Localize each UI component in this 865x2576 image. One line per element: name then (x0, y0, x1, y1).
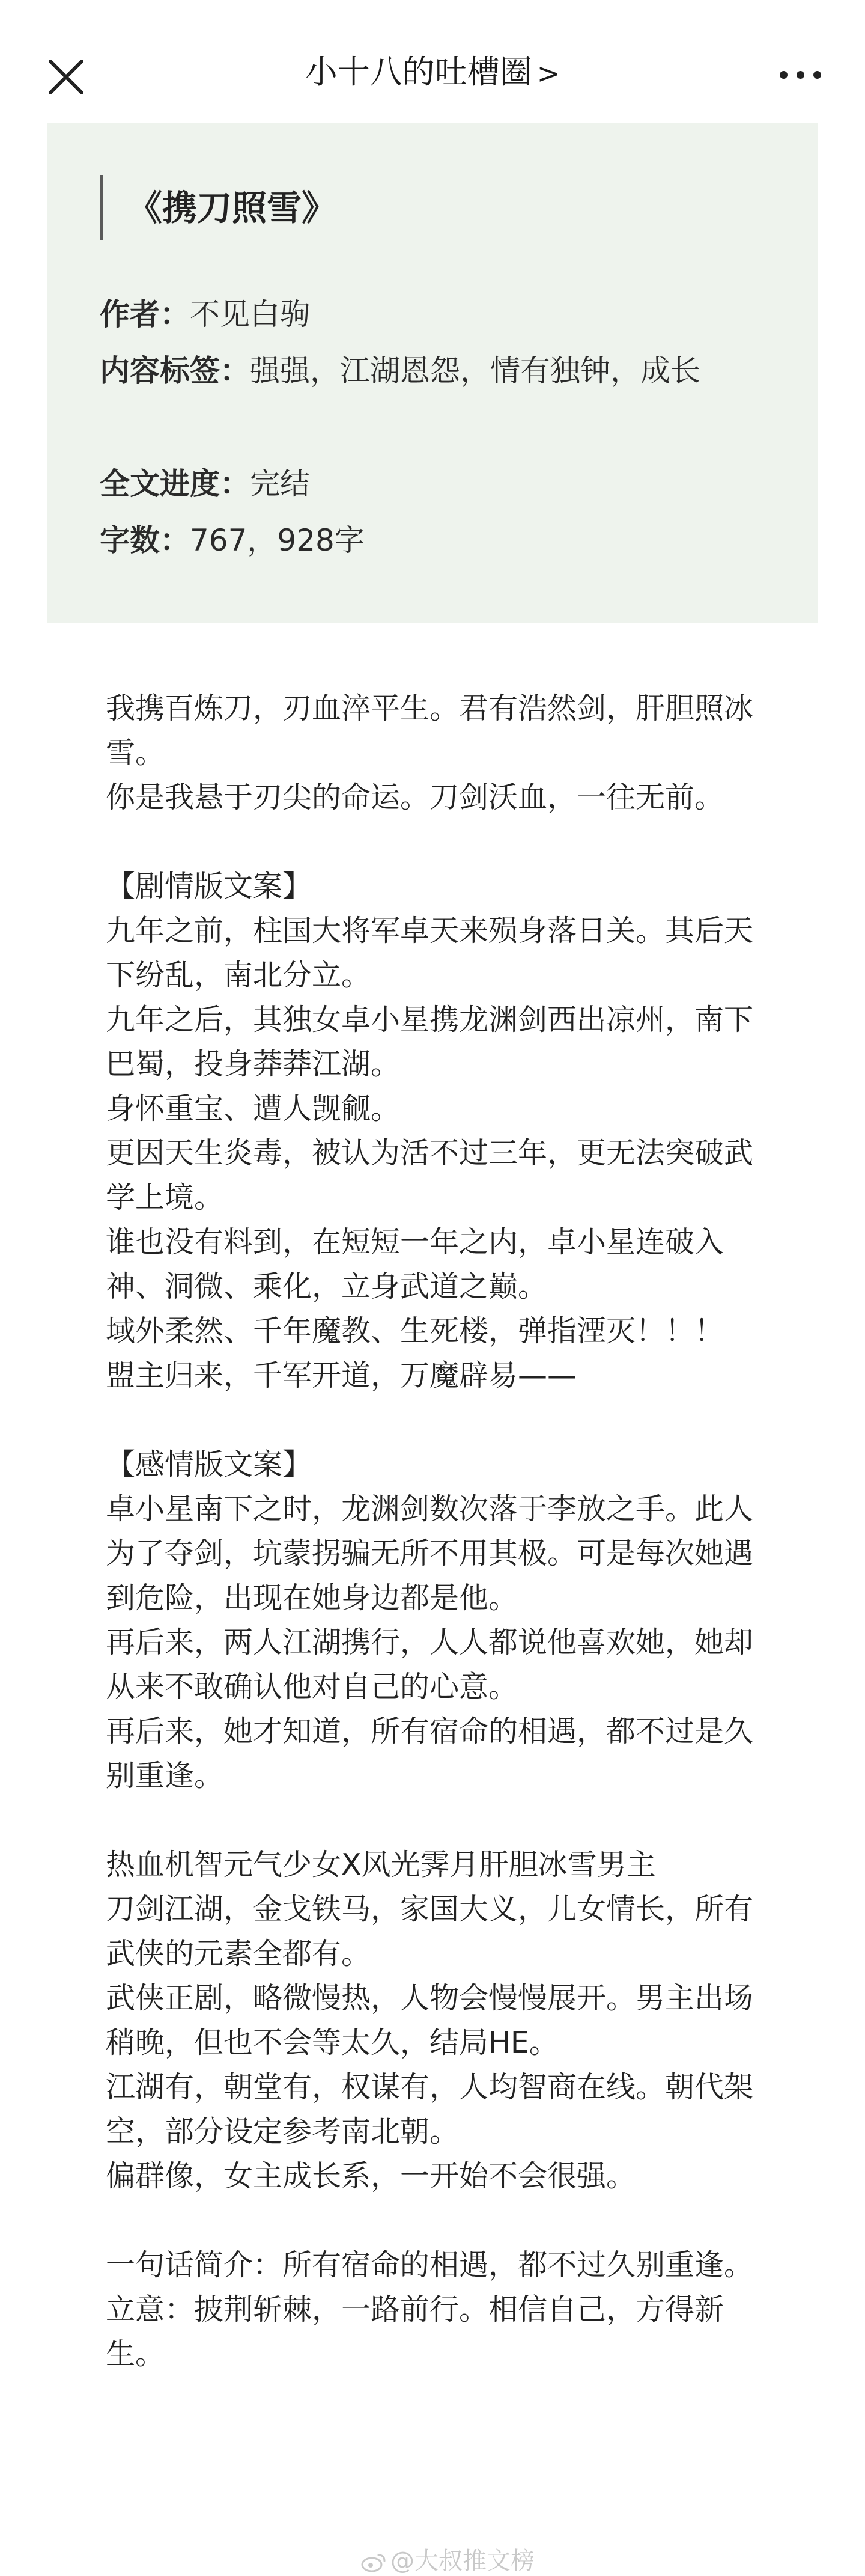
plot-paragraph: 谁也没有料到，在短短一年之内，卓小星连破入神、洞微、乘化，立身武道之巅。 (106, 1225, 724, 1304)
plot-section-header: 【剧情版文案】 (106, 869, 312, 903)
romance-paragraph: 再后来，她才知道，所有宿命的相遇，都不过是久别重逢。 (106, 1714, 754, 1793)
note-paragraph: 偏群像，女主成长系，一开始不会很强。 (106, 2159, 636, 2193)
close-button[interactable] (42, 53, 90, 101)
synopsis-body (106, 686, 772, 2376)
one-line-summary: 一句话简介：所有宿命的相遇，都不过久别重逢。 (106, 2248, 754, 2282)
author-label: 作者： (100, 297, 190, 332)
progress-value: 完结 (250, 466, 310, 501)
progress-label: 全文进度： (100, 466, 250, 501)
more-dot (797, 71, 804, 79)
intro-paragraph: 你是我悬于刃尖的命运。刀剑沃血，一往无前。 (106, 780, 724, 814)
plot-paragraph: 九年之后，其独女卓小星携龙渊剑西出凉州，南下巴蜀，投身莽莽江湖。 (106, 1003, 754, 1081)
book-title: 《携刀照雪》 (127, 188, 337, 228)
intent-paragraph: 立意：披荆斩棘，一路前行。相信自己，方得新生。 (106, 2292, 724, 2371)
romance-paragraph: 卓小星南下之时，龙渊剑数次落于李放之手。此人为了夺剑，坑蒙拐骗无所不用其极。可是每次她遇到危险，出现在她身边都是他。 (106, 1492, 754, 1615)
circle-title: 小十八的吐槽圈 (305, 53, 532, 91)
word-count-label: 字数： (100, 523, 190, 558)
note-paragraph: 武侠正剧，略微慢热，人物会慢慢展开。男主出场稍晚，但也不会等太久，结局HE。 (106, 1981, 754, 2060)
watermark (360, 2546, 535, 2576)
tags-line (100, 343, 785, 399)
romance-paragraph: 再后来，两人江湖携行，人人都说他喜欢她，她却从来不敢确认他对自己的心意。 (106, 1625, 754, 1704)
tags-label: 内容标签： (100, 353, 250, 388)
weibo-icon (360, 2551, 387, 2573)
plot-paragraph: 盟主归来，千军开道，万魔辟易—— (106, 1358, 577, 1393)
author-value: 不见白驹 (190, 297, 310, 332)
plot-paragraph: 域外柔然、千年魔教、生死楼，弹指湮灭！！！ (106, 1314, 724, 1348)
tags-value: 强强，江湖恩怨，情有独钟，成长 (250, 353, 700, 388)
word-count-value: 767，928字 (190, 523, 365, 558)
plot-paragraph: 九年之前，柱国大将军卓天来殒身落日关。其后天下纷乱，南北分立。 (106, 914, 754, 992)
progress-line (100, 456, 785, 512)
more-button[interactable] (774, 55, 828, 91)
more-dots-icon (780, 71, 788, 79)
author-line (100, 286, 785, 343)
close-icon (42, 53, 90, 101)
plot-paragraph: 更因天生炎毒，被认为活不过三年，更无法突破武学上境。 (106, 1136, 754, 1215)
note-paragraph: 刀剑江湖，金戈铁马，家国大义，儿女情长，所有武侠的元素全都有。 (106, 1892, 754, 1971)
circle-title-link[interactable] (305, 53, 560, 91)
paragraph-gap (106, 1398, 772, 1442)
nav-title-row (0, 48, 865, 97)
note-paragraph: 江湖有，朝堂有，权谋有，人均智商在线。朝代架空，部分设定参考南北朝。 (106, 2070, 754, 2149)
note-paragraph: 热血机智元气少女X风光霁月肝胆冰雪男主 (106, 1848, 656, 1882)
book-info-card (47, 123, 818, 623)
book-title-block (100, 175, 336, 240)
paragraph-gap (106, 1798, 772, 1843)
paragraph-gap (106, 820, 772, 864)
word-count-line (100, 512, 785, 569)
watermark-text: @大叔推文榜 (390, 2547, 535, 2575)
intro-paragraph: 我携百炼刀，刃血淬平生。君有浩然剑，肝胆照冰雪。 (106, 691, 754, 770)
chevron-right-icon: > (536, 57, 560, 90)
romance-section-header: 【感情版文案】 (106, 1447, 312, 1482)
paragraph-gap (106, 2199, 772, 2243)
plot-paragraph: 身怀重宝、遭人觊觎。 (106, 1091, 401, 1126)
more-dot (813, 71, 821, 79)
